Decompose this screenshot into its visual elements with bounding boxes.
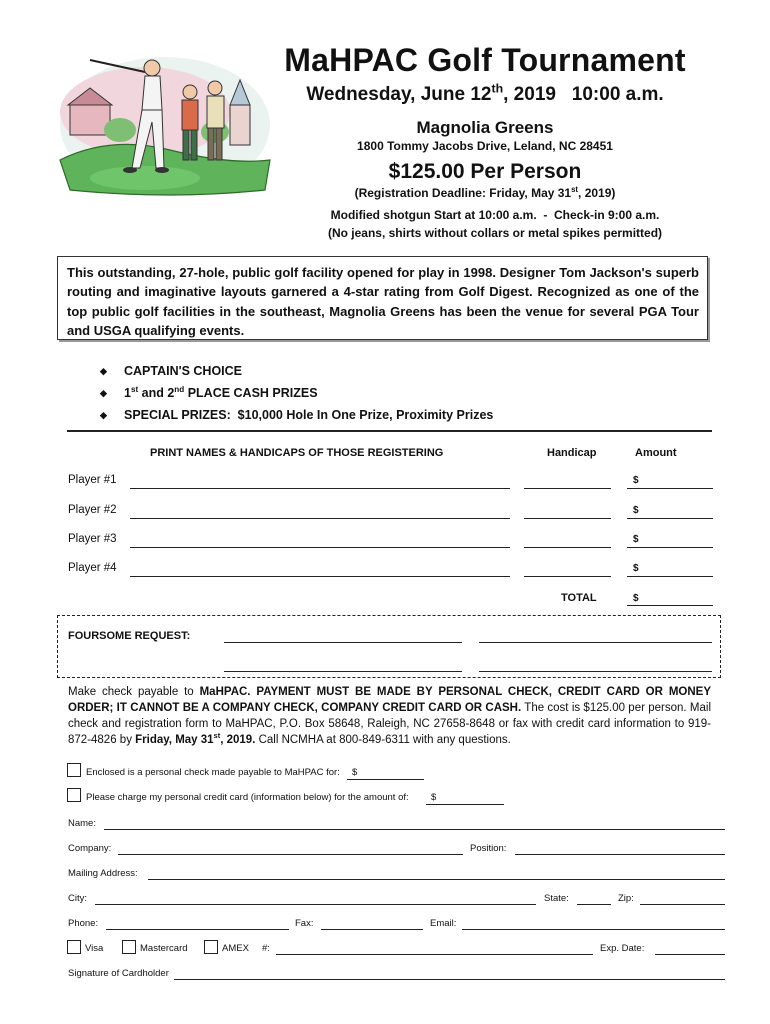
player-name-field[interactable]	[130, 518, 510, 519]
prize-second: and 2	[138, 386, 175, 400]
venue-address: 1800 Tommy Jacobs Drive, Leland, NC 28451	[357, 139, 613, 153]
player-amount-field[interactable]	[627, 488, 713, 489]
check-payment-checkbox[interactable]	[67, 763, 81, 777]
foursome-name-field[interactable]	[224, 642, 462, 643]
email-field[interactable]	[462, 929, 725, 930]
state-field[interactable]	[577, 904, 611, 905]
tournament-title: MaHPAC Golf Tournament	[284, 42, 686, 78]
player-amount-field[interactable]	[627, 547, 713, 548]
payment-deadline-sup: st	[213, 731, 221, 741]
signature-field[interactable]	[174, 979, 725, 980]
dollar-sign: $	[431, 792, 437, 803]
fax-label: Fax:	[295, 918, 314, 929]
payment-requirement: MaHPAC. PAYMENT MUST BE MADE BY PERSONAL CHECK, CREDIT CARD OR MONEY ORDER; IT CANNOT BE A COMPANY CHECK, COMPANY CREDIT CARD OR CASH.	[68, 686, 711, 714]
city-label: City:	[68, 893, 87, 904]
event-date-suffix: , 2019 10:00 a.m.	[503, 84, 664, 105]
total-label: TOTAL	[561, 592, 597, 604]
mastercard-label: Mastercard	[140, 943, 188, 954]
payment-deadline-date: Friday, May 31	[135, 734, 214, 746]
credit-payment-label: Please charge my personal credit card (information below) for the amount of:	[86, 792, 409, 803]
phone-label: Phone:	[68, 918, 99, 929]
check-payment-label: Enclosed is a personal check made payable to MaHPAC for:	[86, 767, 340, 778]
signature-label: Signature of Cardholder	[68, 968, 169, 979]
bullet-text: CAPTAIN'S CHOICE	[124, 364, 243, 378]
player-label: Player #2	[68, 504, 117, 516]
card-number-field[interactable]	[276, 954, 593, 955]
position-field[interactable]	[515, 854, 725, 855]
dollar-sign: $	[633, 475, 639, 486]
prize-cash: PLACE CASH PRIZES	[184, 386, 318, 400]
amex-label: AMEX	[222, 943, 249, 954]
bullet-text: SPECIAL PRIZES: $10,000 Hole In One Prize, Proximity Prizes	[124, 408, 494, 422]
mailing-address-field[interactable]	[148, 879, 725, 880]
mastercard-checkbox[interactable]	[122, 940, 136, 954]
list-item	[100, 360, 660, 382]
name-label: Name:	[68, 818, 96, 829]
payment-deadline	[135, 731, 256, 746]
player-label: Player #1	[68, 474, 117, 486]
handicap-column-header: Handicap	[547, 447, 597, 459]
dollar-sign: $	[633, 534, 639, 545]
prize-first: 1	[124, 386, 131, 400]
prize-list	[100, 360, 660, 426]
deadline-suffix: , 2019)	[578, 186, 616, 200]
player-handicap-field[interactable]	[524, 518, 611, 519]
payment-contact: Call NCMHA at 800-849-6311 with any questions.	[255, 734, 511, 746]
player-amount-field[interactable]	[627, 576, 713, 577]
zip-label: Zip:	[618, 893, 634, 904]
exp-date-label: Exp. Date:	[600, 943, 645, 954]
player-label: Player #4	[68, 562, 117, 574]
player-label: Player #3	[68, 533, 117, 545]
price-per-person: $125.00 Per Person	[388, 160, 582, 183]
player-amount-field[interactable]	[627, 518, 713, 519]
diamond-bullet-icon: ◆	[100, 410, 107, 420]
credit-payment-checkbox[interactable]	[67, 788, 81, 802]
player-name-field[interactable]	[130, 576, 510, 577]
description-text: This outstanding, 27-hole, public golf facility opened for play in 1998. Designer Tom Jackson's superb routing and imaginative layouts garnered a 4-star rating from Golf Digest. Recognized as one of the top public golf facilities in the southeast, Magnolia Greens has been the venue for several PGA Tour and USGA qualifying events.	[67, 265, 699, 338]
golf-clipart-image	[50, 50, 275, 200]
phone-field[interactable]	[106, 929, 289, 930]
amex-checkbox[interactable]	[204, 940, 218, 954]
payment-instructions	[68, 684, 711, 748]
visa-checkbox[interactable]	[67, 940, 81, 954]
shotgun-start-info: Modified shotgun Start at 10:00 a.m. - Check-in 9:00 a.m.	[330, 208, 660, 222]
event-date-sup: th	[491, 81, 504, 96]
registration-deadline	[270, 186, 700, 200]
city-field[interactable]	[95, 904, 536, 905]
payment-text: Make check payable to	[68, 686, 200, 698]
venue-name: Magnolia Greens	[416, 118, 554, 137]
bullet-text	[124, 383, 318, 403]
list-item	[100, 382, 660, 404]
total-amount-field[interactable]	[627, 605, 713, 606]
dollar-sign: $	[633, 563, 639, 574]
exp-date-field[interactable]	[655, 954, 725, 955]
foursome-name-field[interactable]	[224, 671, 462, 672]
player-name-field[interactable]	[130, 488, 510, 489]
dollar-sign: $	[633, 593, 639, 604]
foursome-request-box	[57, 615, 721, 678]
player-handicap-field[interactable]	[524, 576, 611, 577]
credit-amount-field[interactable]	[426, 804, 504, 805]
dress-code: (No jeans, shirts without collars or metal spikes permitted)	[327, 226, 663, 240]
position-label: Position:	[470, 843, 507, 854]
prize-first-sup: st	[130, 384, 139, 394]
visa-label: Visa	[85, 943, 104, 954]
fax-field[interactable]	[321, 929, 423, 930]
zip-field[interactable]	[640, 904, 725, 905]
section-divider	[67, 430, 712, 432]
event-date-prefix: Wednesday, June 12	[306, 84, 492, 105]
check-amount-field[interactable]	[347, 779, 424, 780]
event-date	[270, 81, 700, 106]
dollar-sign: $	[633, 505, 639, 516]
deadline-sup: st	[571, 185, 579, 194]
mailing-address-label: Mailing Address:	[68, 868, 138, 879]
names-column-header: PRINT NAMES & HANDICAPS OF THOSE REGISTERING	[150, 447, 444, 459]
player-handicap-field[interactable]	[524, 547, 611, 548]
payment-deadline-year: , 2019.	[220, 734, 256, 746]
player-name-field[interactable]	[130, 547, 510, 548]
company-field[interactable]	[118, 854, 463, 855]
foursome-name-field[interactable]	[479, 671, 712, 672]
payment-text: The cost is $125.00 per person. Mail check and registration form to MaHPAC, P.O. Box 58648, Raleigh, NC 27658-8648 or fax with credit card information to 919-872-4826 by	[68, 702, 711, 746]
name-field[interactable]	[104, 829, 725, 830]
card-number-label: #:	[262, 943, 270, 954]
description-box	[57, 256, 708, 340]
email-label: Email:	[430, 918, 457, 929]
list-item	[100, 404, 660, 426]
deadline-prefix: (Registration Deadline: Friday, May 31	[354, 186, 572, 200]
player-handicap-field[interactable]	[524, 488, 611, 489]
company-label: Company:	[68, 843, 112, 854]
amount-column-header: Amount	[635, 447, 677, 459]
state-label: State:	[544, 893, 569, 904]
foursome-name-field[interactable]	[479, 642, 712, 643]
prize-second-sup: nd	[174, 384, 185, 394]
diamond-bullet-icon: ◆	[100, 388, 107, 398]
dollar-sign: $	[352, 767, 358, 778]
diamond-bullet-icon: ◆	[100, 366, 107, 376]
foursome-request-label: FOURSOME REQUEST:	[68, 630, 191, 642]
